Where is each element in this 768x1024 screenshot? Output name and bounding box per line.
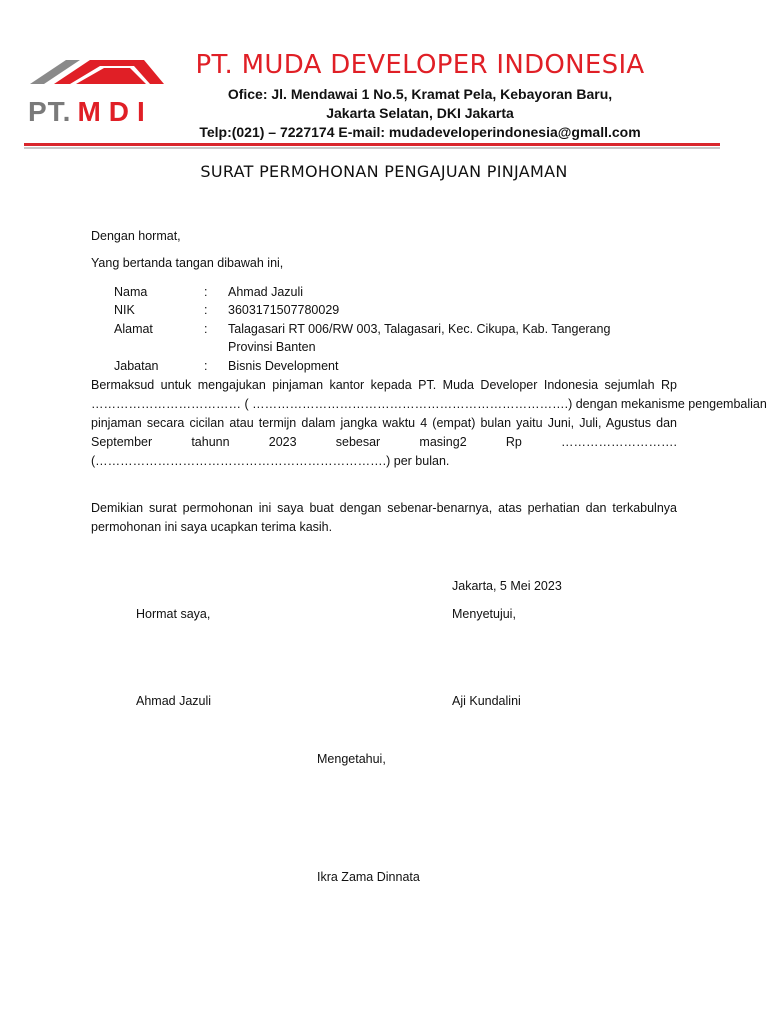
- field-value-alamat-line2: Provinsi Banten: [228, 340, 316, 354]
- document-title: SURAT PERMOHONAN PENGAJUAN PINJAMAN: [200, 162, 568, 181]
- field-value-nik: 3603171507780029: [228, 303, 340, 317]
- field-colon: :: [204, 359, 208, 373]
- field-label-nik: NIK: [114, 303, 135, 317]
- body-line: Bermaksud untuk mengajukan pinjaman kantor kepada PT. Muda Developer Indonesia sejumlah Rp: [91, 378, 677, 392]
- field-label-alamat: Alamat: [114, 322, 153, 336]
- signature-left-name: Ahmad Jazuli: [136, 694, 212, 708]
- company-address-line2: Jakarta Selatan, DKI Jakarta: [326, 105, 514, 121]
- field-colon: :: [204, 285, 208, 299]
- body-line: (…………………………………………………………….) per bulan.: [91, 454, 450, 468]
- logo-pt: PT.: [28, 96, 72, 127]
- field-value-alamat: Talagasari RT 006/RW 003, Talagasari, Kec. Cikupa, Kab. Tangerang: [228, 322, 611, 336]
- field-colon: :: [204, 303, 208, 317]
- logo-mdi: MDI: [77, 96, 153, 127]
- company-contact-line: Telp:(021) – 7227174 E-mail: mudadeveloperindonesia@gmall.com: [199, 124, 641, 140]
- signature-right-name: Aji Kundalini: [452, 694, 521, 708]
- body-line: pinjaman secara cicilan atau termijn dalam jangka waktu 4 (empat) bulan yaitu Juni, Juli, Agustus dan: [91, 416, 677, 430]
- signature-right-label: Menyetujui,: [452, 607, 516, 621]
- place-date: Jakarta, 5 Mei 2023: [452, 579, 562, 593]
- field-value-nama: Ahmad Jazuli: [228, 285, 304, 299]
- field-label-nama: Nama: [114, 285, 148, 299]
- body-line: ……………………………… ( ………………………………………………………………….) dengan mekanisme pengembalian: [91, 397, 767, 411]
- company-logo: [24, 54, 174, 134]
- field-value-jabatan: Bisnis Development: [228, 359, 339, 373]
- intro-text: Yang bertanda tangan dibawah ini,: [91, 256, 284, 270]
- closing-line: Demikian surat permohonan ini saya buat dengan sebenar-benarnya, atas perhatian dan terkabulnya: [91, 501, 677, 515]
- body-line: September tahunn 2023 sebesar masing2 Rp ……………………….: [91, 435, 677, 449]
- header-divider-red: [24, 143, 720, 146]
- company-name: PT. MUDA DEVELOPER INDONESIA: [195, 50, 645, 80]
- field-label-jabatan: Jabatan: [114, 359, 159, 373]
- logo-wordmark: [28, 96, 153, 128]
- roof-logo-icon: [24, 54, 174, 96]
- signature-center-label: Mengetahui,: [317, 752, 386, 766]
- closing-line: permohonan ini saya ucapkan terima kasih.: [91, 520, 333, 534]
- company-address-line1: Ofice: Jl. Mendawai 1 No.5, Kramat Pela, Kebayoran Baru,: [227, 86, 613, 102]
- signature-center-name: Ikra Zama Dinnata: [317, 870, 420, 884]
- closing-paragraph: [91, 499, 677, 537]
- header-divider-gray: [24, 147, 720, 149]
- greeting: Dengan hormat,: [91, 229, 181, 243]
- body-paragraph: [91, 376, 767, 471]
- signature-left-label: Hormat saya,: [136, 607, 211, 621]
- field-colon: :: [204, 322, 208, 336]
